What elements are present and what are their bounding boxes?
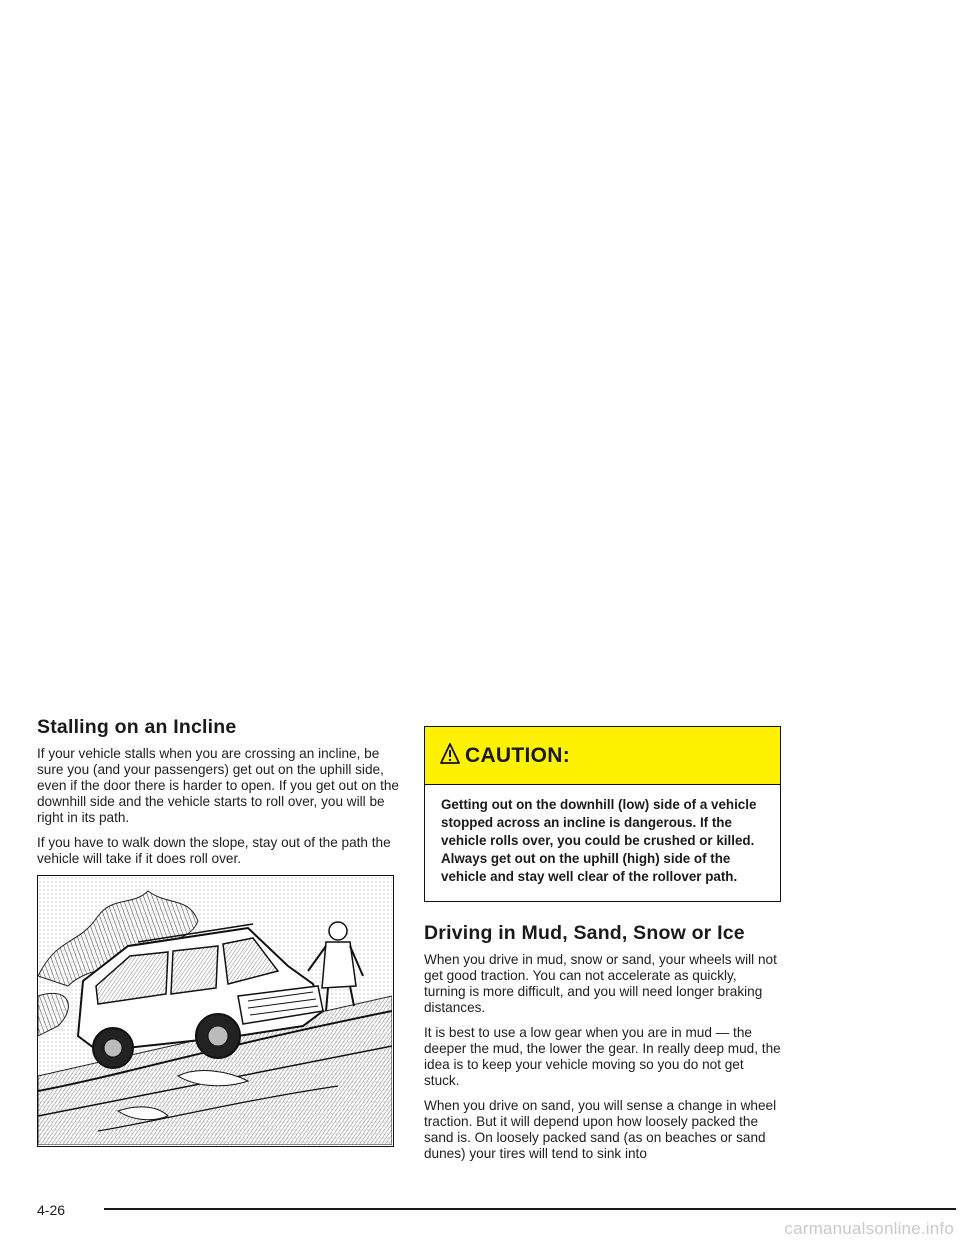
right-column bbox=[424, 726, 781, 1162]
caution-title: CAUTION: bbox=[465, 743, 571, 767]
page-number: 4-26 bbox=[37, 1202, 66, 1218]
caution-box bbox=[424, 726, 781, 902]
caution-text: Getting out on the downhill (low) side of a vehicle stopped across an incline is dangerous. If the vehicle rolls over, you could be crushed or killed. Always get out on the uphill (high) side of the vehicle and stay well clear of the rollover path. bbox=[441, 797, 757, 884]
left-column bbox=[37, 716, 399, 867]
paragraph-mud-3: When you drive on sand, you will sense a change in wheel traction. But it will depend upon how loosely packed the sand is. On loosely packed sand (as on beaches or sand dunes) your tires will tend to sink into bbox=[424, 1098, 777, 1161]
paragraph-stalling-1: If your vehicle stalls when you are crossing an incline, be sure you (and your passengers) get out on the uphill side, even if the door there is harder to open. If you get out on the downhill side and the vehicle starts to roll over, you will be right in its path. bbox=[37, 746, 399, 825]
section-heading-stalling: Stalling on an Incline bbox=[37, 716, 237, 738]
warning-triangle-icon bbox=[439, 742, 461, 766]
footer-divider bbox=[104, 1208, 956, 1210]
vehicle-on-incline-illustration bbox=[37, 875, 394, 1147]
paragraph-mud-2: It is best to use a low gear when you are in mud — the deeper the mud, the lower the gear. In really deep mud, the idea is to keep your vehicle moving so you do not get stuck. bbox=[424, 1025, 781, 1088]
paragraph-mud-1: When you drive in mud, snow or sand, your wheels will not get good traction. You can not accelerate as quickly, turning is more difficult, and you will need longer braking distances. bbox=[424, 952, 777, 1015]
caution-header bbox=[425, 727, 780, 785]
watermark-link[interactable]: carmanualsonline.info bbox=[784, 1219, 954, 1238]
paragraph-stalling-2: If you have to walk down the slope, stay out of the path the vehicle will take if it does roll over. bbox=[37, 835, 391, 866]
section-heading-mud-sand: Driving in Mud, Sand, Snow or Ice bbox=[424, 922, 745, 944]
